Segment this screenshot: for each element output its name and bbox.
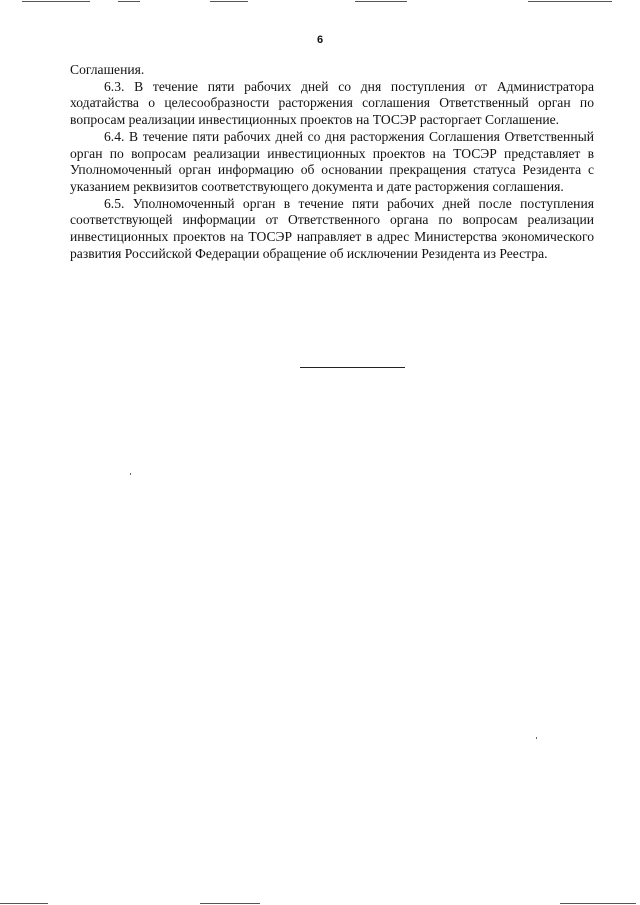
end-of-text-rule — [300, 367, 405, 368]
paragraph-6-4: 6.4. В течение пяти рабочих дней со дня расторжения Соглашения Ответственный орган по вопросам реализации инвестиционных проектов на ТОСЭР представляет в Уполномоченный орган информацию об основании прекращения статуса Резидента с указанием реквизитов соответствующего документа и дате расторжения соглашения. — [70, 128, 594, 194]
document-body — [70, 62, 594, 262]
scan-artifact-top-1 — [22, 1, 90, 2]
paragraph-6-3: 6.3. В течение пяти рабочих дней со дня поступления от Администратора ходатайства о целесообразности расторжения соглашения Ответственный орган по вопросам реализации инвестиционных проектов на ТОСЭР расторгает Соглашение. — [70, 78, 594, 128]
scan-artifact-top-3 — [210, 1, 248, 2]
paragraph-continuation: Соглашения. — [70, 62, 145, 77]
scan-artifact-bottom-3 — [560, 903, 636, 904]
scan-speck-left — [130, 473, 131, 475]
page-number: 6 — [316, 34, 324, 46]
scan-artifact-top-5 — [528, 1, 612, 2]
scan-artifact-bottom-2 — [200, 903, 260, 904]
scan-artifact-top-2 — [118, 1, 140, 2]
scan-artifact-bottom-1 — [0, 903, 48, 904]
paragraph-6-5: 6.5. Уполномоченный орган в течение пяти рабочих дней после поступления соответствующей информации от Ответственного органа по вопросам реализации инвестиционных проектов на ТОСЭР направляет в адрес Министерства экономического развития Российской Федерации обращение об исключении Резидента из Реестра. — [70, 195, 594, 261]
scan-artifact-top-4 — [355, 1, 407, 2]
scan-speck-right — [536, 737, 537, 739]
